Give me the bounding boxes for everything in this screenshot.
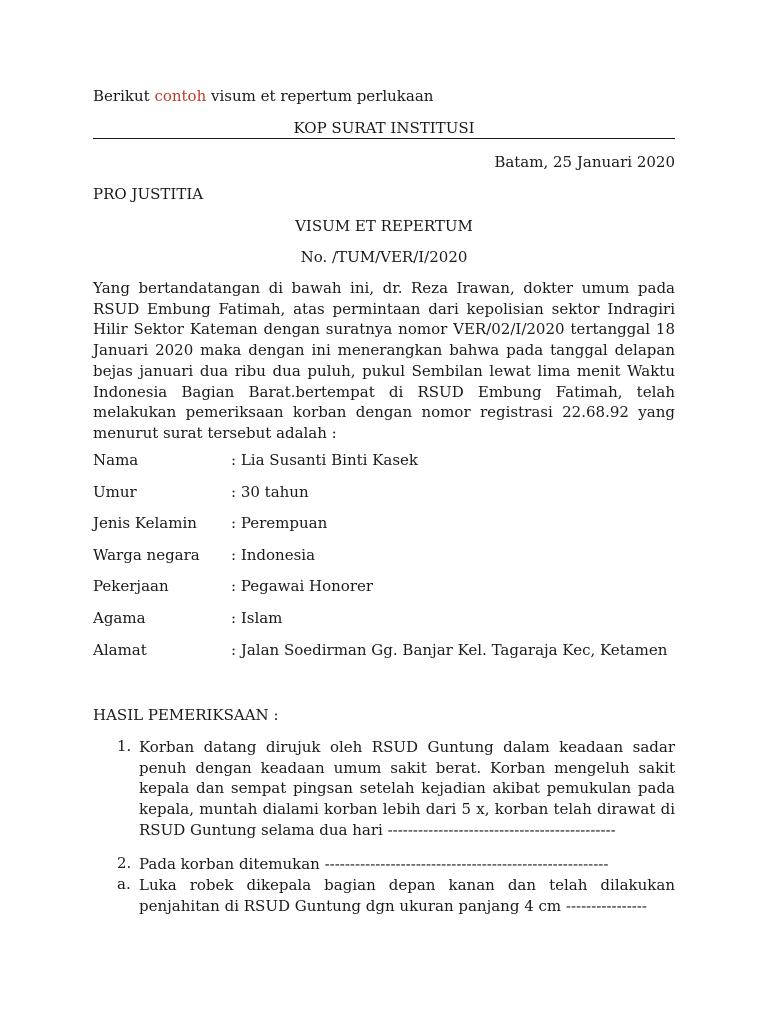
list-text: Korban datang dirujuk oleh RSUD Guntung dalam keadaan sadar penuh dengan keadaan umum sakit berat. Korban mengeluh sakit kepala dan sempat pingsan setelah kejadian akibat pemukulan pada kepala, muntah dialami korban lebih dari 5 x, korban telah dirawat di RSUD Guntung selama dua hari ---------------------------------------------: [139, 738, 675, 839]
identity-value: : Pegawai Honorer: [231, 577, 374, 595]
intro-line: [93, 87, 433, 105]
list-text: Pada korban ditemukan --------------------------------------------------------: [139, 855, 609, 873]
place-date: Batam, 25 Januari 2020: [494, 153, 675, 171]
intro-prefix: Berikut: [93, 87, 150, 105]
identity-label: Jenis Kelamin: [93, 514, 197, 532]
identity-label: Nama: [93, 451, 139, 469]
identity-label: Umur: [93, 483, 137, 501]
identity-value: : Islam: [231, 609, 283, 627]
identity-label: Alamat: [93, 641, 147, 659]
results-heading: HASIL PEMERIKSAAN :: [93, 706, 279, 724]
document-number: No. /TUM/VER/I/2020: [300, 248, 468, 266]
identity-value: : Jalan Soedirman Gg. Banjar Kel. Tagaraja Kec, Ketamen: [231, 641, 668, 659]
pro-justitia: PRO JUSTITIA: [93, 185, 204, 203]
identity-value: : Perempuan: [231, 514, 328, 532]
identity-value: : Lia Susanti Binti Kasek: [231, 451, 419, 469]
letterhead-divider: [93, 138, 675, 139]
letterhead: KOP SURAT INSTITUSI: [293, 119, 475, 137]
list-text: Luka robek dikepala bagian depan kanan dan telah dilakukan penjahitan di RSUD Guntung dgn ukuran panjang 4 cm ----------------: [139, 876, 675, 915]
identity-label: Pekerjaan: [93, 577, 169, 595]
intro-suffix: visum et repertum perlukaan: [211, 87, 434, 105]
document-title: VISUM ET REPERTUM: [295, 217, 473, 235]
identity-label: Warga negara: [93, 546, 200, 564]
list-marker: 1.: [117, 737, 132, 755]
list-marker: a.: [117, 875, 131, 893]
identity-value: : 30 tahun: [231, 483, 309, 501]
list-marker: 2.: [117, 854, 132, 872]
opening-paragraph: Yang bertandatangan di bawah ini, dr. Reza Irawan, dokter umum pada RSUD Embung Fatimah, atas permintaan dari kepolisian sektor Indragiri Hilir Sektor Kateman dengan suratnya nomor VER/02/I/2020 tertanggal 18 Januari 2020 maka dengan ini menerangkan bahwa pada tanggal delapan bejas januari dua ribu dua puluh, pukul Sembilan lewat lima menit Waktu Indonesia Bagian Barat.bertempat di RSUD Embung Fatimah, telah melakukan pemeriksaan korban dengan nomor registrasi 22.68.92 yang menurut surat tersebut adalah :: [93, 279, 675, 442]
identity-value: : Indonesia: [231, 546, 316, 564]
intro-highlight-link[interactable]: contoh: [154, 87, 207, 105]
identity-label: Agama: [93, 609, 146, 627]
